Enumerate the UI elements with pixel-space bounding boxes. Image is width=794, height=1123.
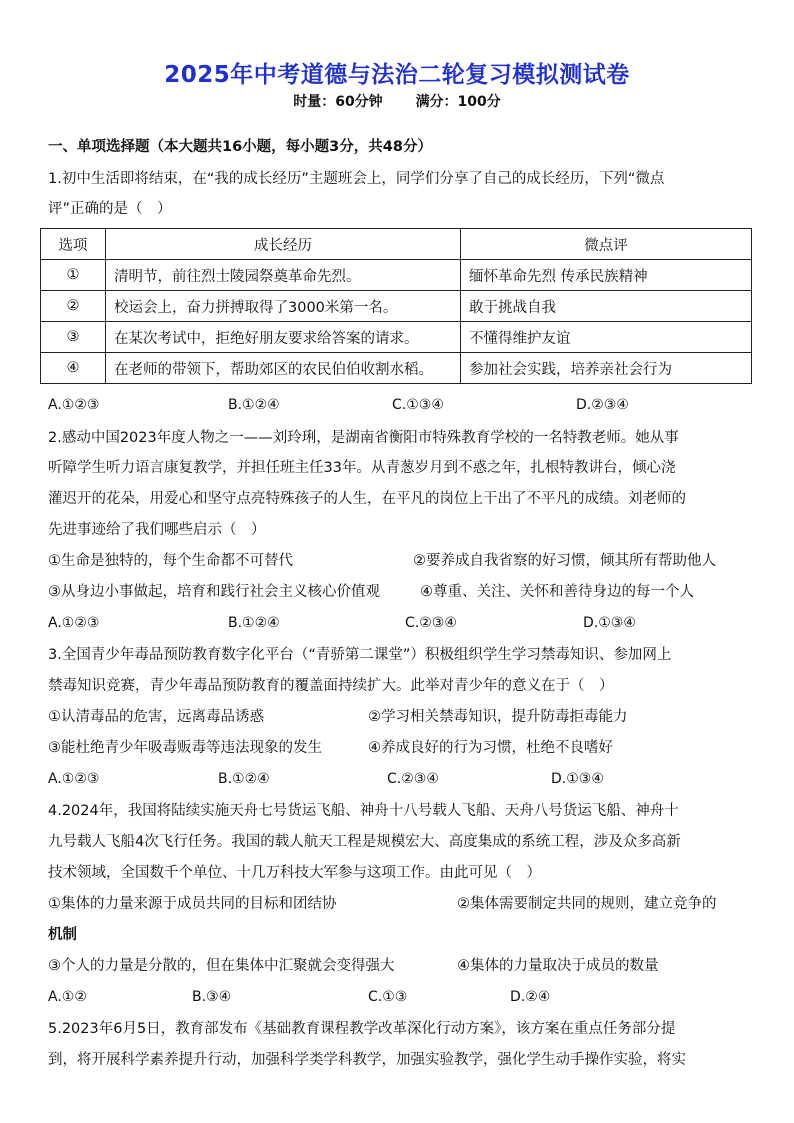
q2-option-b: B.①②④ <box>228 615 280 631</box>
table-row <box>41 291 752 322</box>
q3-stem-line2: 禁毒知识竞赛，青少年毒品预防教育的覆盖面持续扩大。此举对青少年的意义在于（ ） <box>48 678 614 694</box>
q4-statement-1: ①集体的力量来源于成员共同的目标和团结协 <box>48 896 337 912</box>
q2-stem-line3: 灌迟开的花朵，用爱心和坚守点亮特殊孩子的人生，在平凡的岗位上干出了不平凡的成绩。刘老师的 <box>48 491 686 507</box>
q4-option-d: D.②④ <box>510 989 551 1005</box>
table-cell: 在某次考试中，拒绝好朋友要求给答案的请求。 <box>106 322 461 353</box>
table-header: 选项 <box>41 229 106 260</box>
q2-statement-1: ①生命是独特的，每个生命都不可替代 <box>48 553 293 569</box>
table-cell: ② <box>41 291 106 322</box>
q2-stem-line1: 2.感动中国2023年度人物之一——刘玲琍，是湖南省衡阳市特殊教育学校的一名特教老师。她从事 <box>48 430 679 446</box>
q1-stem-line2: 评”正确的是（ ） <box>48 201 172 217</box>
q2-stem-line4: 先进事迹给了我们哪些启示（ ） <box>48 522 266 538</box>
q4-stem-line1: 4.2024年，我国将陆续实施天舟七号货运飞船、神舟十八号载人飞船、天舟八号货运飞船、神舟十 <box>48 803 679 819</box>
q1-option-c: C.①③④ <box>392 397 444 413</box>
table-row <box>41 260 752 291</box>
q4-statement-4: ④集体的力量取决于成员的数量 <box>457 958 659 974</box>
exam-time: 时量：60分钟 <box>293 94 383 110</box>
q1-stem-line1: 1.初中生活即将结束，在“我的成长经历”主题班会上，同学们分享了自己的成长经历，下列“微点 <box>48 171 665 187</box>
table-cell: 敢于挑战自我 <box>461 291 752 322</box>
q5-stem-line1: 5.2023年6月5日，教育部发布《基础教育课程教学改革深化行动方案》，该方案在重点任务部分提 <box>48 1021 676 1037</box>
table-cell: 校运会上，奋力拼搏取得了3000米第一名。 <box>106 291 461 322</box>
q4-option-b: B.③④ <box>192 989 232 1005</box>
q3-statement-3: ③能杜绝青少年吸毒贩毒等违法现象的发生 <box>48 740 322 756</box>
q4-statement-2-cont: 机制 <box>48 927 77 943</box>
q2-statement-2: ②要养成自我省察的好习惯，倾其所有帮助他人 <box>413 553 716 569</box>
q3-option-c: C.②③④ <box>387 771 439 787</box>
q4-statement-3: ③个人的力量是分散的，但在集体中汇聚就会变得强大 <box>48 958 395 974</box>
q2-statement-4: ④尊重、关注、关怀和善待身边的每一个人 <box>420 584 694 600</box>
section-heading: 一、单项选择题（本大题共16小题，每小题3分，共48分） <box>48 139 432 155</box>
q1-table <box>40 228 752 384</box>
q4-option-a: A.①② <box>48 989 87 1005</box>
table-cell: 参加社会实践，培养亲社会行为 <box>461 353 752 384</box>
q1-option-d: D.②③④ <box>576 397 629 413</box>
table-header-row <box>41 229 752 260</box>
table-cell: ③ <box>41 322 106 353</box>
q3-option-b: B.①②④ <box>218 771 270 787</box>
q1-option-a: A.①②③ <box>48 397 100 413</box>
table-cell: 在老师的带领下，帮助郊区的农民伯伯收割水稻。 <box>106 353 461 384</box>
q2-option-d: D.①③④ <box>583 615 636 631</box>
q5-stem-line2: 到，将开展科学素养提升行动，加强科学类学科教学，加强实验教学，强化学生动手操作实验，将实 <box>48 1052 686 1068</box>
q4-stem-line2: 九号载人飞船4次飞行任务。我国的载人航天工程是规模宏大、高度集成的系统工程，涉及众多高新 <box>48 834 681 850</box>
exam-info <box>0 91 794 111</box>
table-row <box>41 353 752 384</box>
table-row <box>41 322 752 353</box>
exam-title: 2025年中考道德与法治二轮复习模拟测试卷 <box>164 62 630 88</box>
exam-score: 满分：100分 <box>415 94 501 110</box>
table-cell: 缅怀革命先烈 传承民族精神 <box>461 260 752 291</box>
q3-statement-4: ④养成良好的行为习惯，杜绝不良嗜好 <box>368 740 613 756</box>
q3-statement-2: ②学习相关禁毒知识，提升防毒拒毒能力 <box>368 709 628 725</box>
q3-option-a: A.①②③ <box>48 771 100 787</box>
table-cell: 不懂得维护友谊 <box>461 322 752 353</box>
q3-option-d: D.①③④ <box>551 771 604 787</box>
q2-option-c: C.②③④ <box>405 615 457 631</box>
q1-option-b: B.①②④ <box>228 397 280 413</box>
q2-stem-line2: 听障学生听力语言康复教学，并担任班主任33年。从青葱岁月到不惑之年，扎根特教讲台，倾心浇 <box>48 460 676 476</box>
table-header: 微点评 <box>461 229 752 260</box>
table-cell: ④ <box>41 353 106 384</box>
q3-statement-1: ①认清毒品的危害，远离毒品诱惑 <box>48 709 264 725</box>
table-cell: 清明节，前往烈士陵园祭奠革命先烈。 <box>106 260 461 291</box>
q4-statement-2: ②集体需要制定共同的规则，建立竞争的 <box>457 896 717 912</box>
q4-option-c: C.①③ <box>368 989 408 1005</box>
q4-stem-line3: 技术领域，全国数千个单位、十几万科技大军参与这项工作。由此可见（ ） <box>48 865 541 881</box>
table-header: 成长经历 <box>106 229 461 260</box>
table-cell: ① <box>41 260 106 291</box>
q2-statement-3: ③从身边小事做起，培育和践行社会主义核心价值观 <box>48 584 380 600</box>
q3-stem-line1: 3.全国青少年毒品预防教育数字化平台（“青骄第二课堂”）积极组织学生学习禁毒知识、参加网上 <box>48 647 672 663</box>
q2-option-a: A.①②③ <box>48 615 100 631</box>
